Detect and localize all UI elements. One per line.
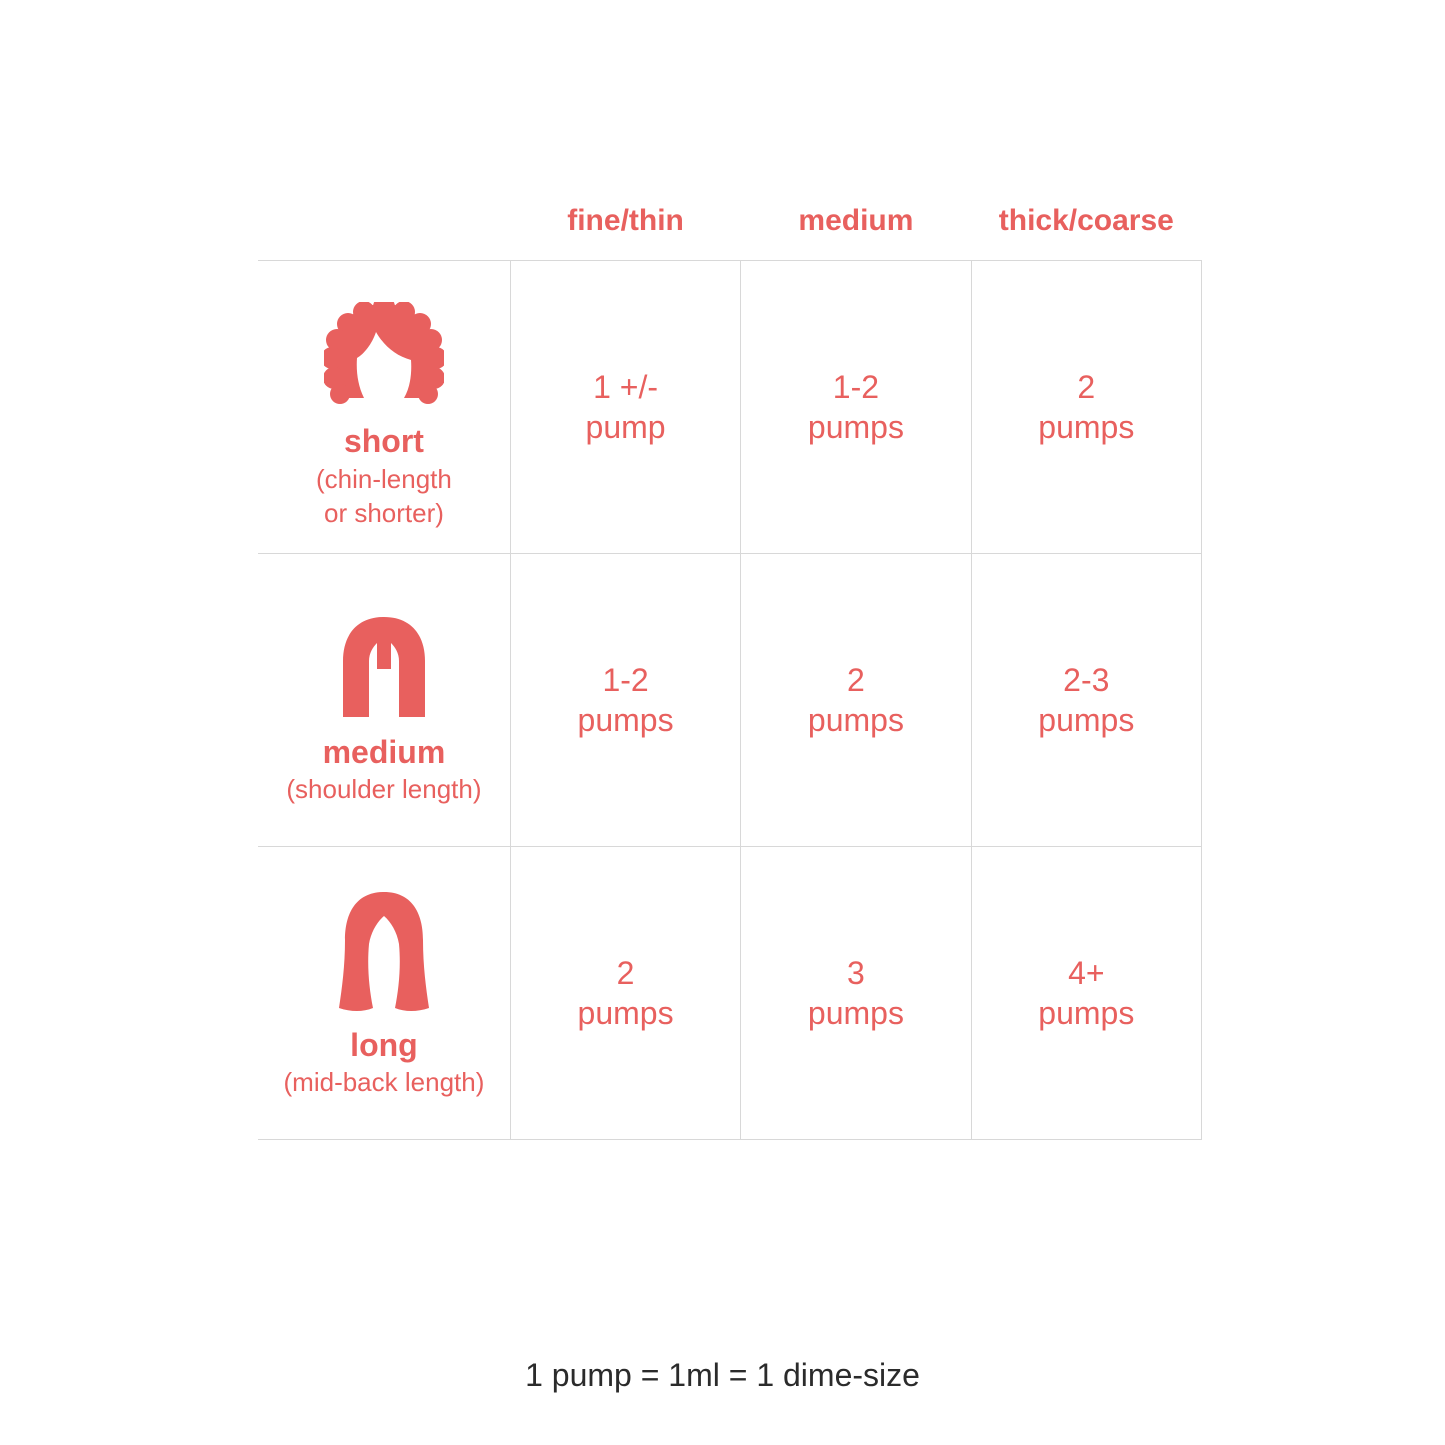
row-label-short	[258, 261, 510, 554]
cell-value-line2: pumps	[577, 995, 674, 1031]
row-title: short	[343, 423, 424, 460]
row-subtitle-line2: or shorter)	[323, 498, 444, 529]
row-subtitle-line1: (chin-length	[316, 463, 452, 494]
cell-value-line1: 1-2	[832, 369, 880, 405]
short-hair-icon	[268, 284, 500, 412]
column-header-fine-thin: fine/thin	[567, 204, 684, 237]
dosage-table	[258, 196, 1202, 1140]
cell-value-line1: 2	[847, 662, 865, 698]
row-title: long	[350, 1026, 418, 1063]
cell-value-line1: 2	[1077, 369, 1096, 405]
cell-value-line2: pumps	[807, 702, 904, 738]
row-label-long	[258, 847, 510, 1140]
cell-value-line2: pumps	[577, 702, 674, 738]
header-corner-cell	[258, 196, 510, 261]
medium-hair-icon	[268, 595, 500, 723]
long-hair-icon	[268, 888, 500, 1016]
row-subtitle-line1: (mid-back length)	[283, 1066, 485, 1097]
cell-medium-thick-coarse	[971, 554, 1201, 847]
row-label-medium	[258, 554, 510, 847]
cell-value-line2: pumps	[807, 409, 904, 445]
dosage-chart	[258, 196, 1202, 1140]
cell-short-fine-thin	[510, 261, 740, 554]
column-header-medium: medium	[798, 204, 914, 237]
cell-medium-fine-thin	[510, 554, 740, 847]
cell-value-line1: 4+	[1068, 955, 1105, 991]
cell-value-line2: pumps	[1038, 702, 1135, 738]
cell-long-medium	[741, 847, 971, 1140]
cell-short-thick-coarse	[971, 261, 1201, 554]
cell-medium-medium	[741, 554, 971, 847]
cell-value-line2: pumps	[1038, 409, 1135, 445]
cell-value-line1: 2-3	[1063, 662, 1110, 698]
table-row	[258, 261, 1202, 554]
cell-value-line2: pumps	[807, 995, 904, 1031]
cell-value-line1: 1-2	[602, 662, 649, 698]
footnote: 1 pump = 1ml = 1 dime-size	[525, 1357, 920, 1393]
table-header-row	[258, 196, 1202, 261]
row-title: medium	[322, 733, 446, 770]
cell-value-line1: 3	[847, 955, 865, 991]
cell-value-line1: 1 +/-	[593, 369, 659, 405]
cell-value-line2: pump	[585, 409, 666, 445]
cell-value-line1: 2	[616, 955, 635, 991]
cell-long-fine-thin	[510, 847, 740, 1140]
row-subtitle-line1: (shoulder length)	[286, 773, 482, 804]
table-row	[258, 554, 1202, 847]
cell-short-medium	[741, 261, 971, 554]
cell-long-thick-coarse	[971, 847, 1201, 1140]
column-header-thick-coarse: thick/coarse	[998, 204, 1174, 237]
table-row	[258, 847, 1202, 1140]
cell-value-line2: pumps	[1038, 995, 1135, 1031]
